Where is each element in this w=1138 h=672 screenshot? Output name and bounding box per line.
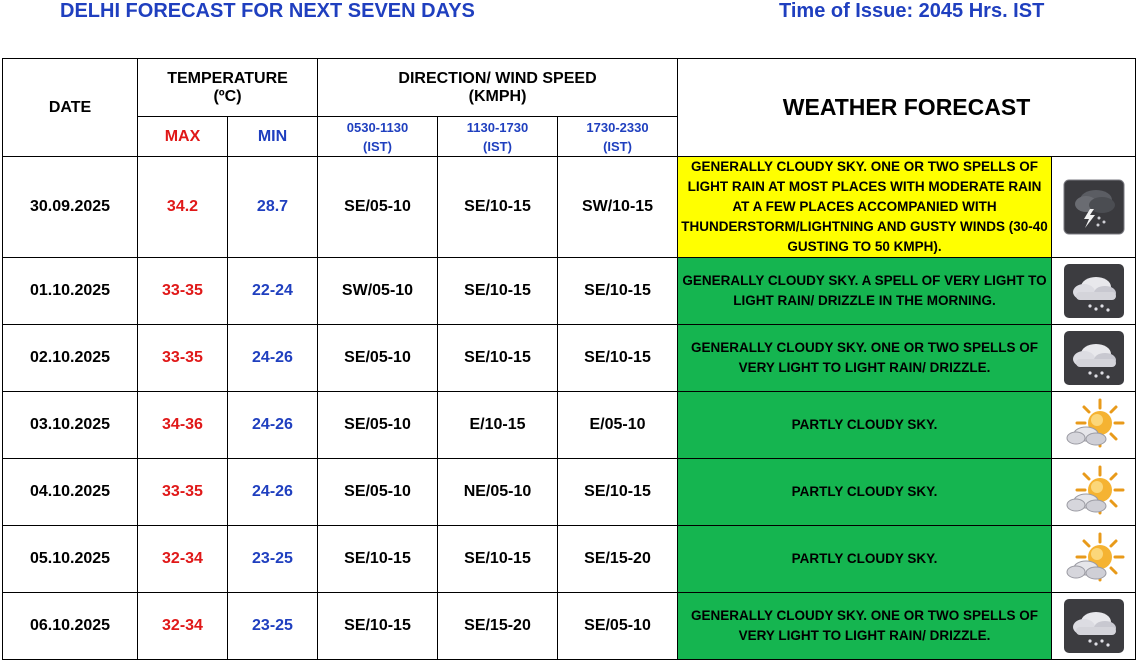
header-wind-slot-1: [318, 117, 438, 157]
page-title: DELHI FORECAST FOR NEXT SEVEN DAYS: [60, 0, 475, 22]
table-row: [3, 593, 1136, 660]
forecast-text: PARTLY CLOUDY SKY.: [678, 459, 1052, 526]
header-weather-forecast: WEATHER FORECAST: [678, 59, 1136, 157]
thunderstorm-icon: [1060, 177, 1128, 237]
max-temp-cell: 33-35: [138, 258, 228, 325]
forecast-text: PARTLY CLOUDY SKY.: [678, 526, 1052, 593]
date-cell: 02.10.2025: [3, 325, 138, 392]
forecast-table: [2, 58, 1136, 660]
wind-cell: SE/10-15: [318, 526, 438, 593]
header-wind-label: DIRECTION/ WIND SPEED: [398, 69, 597, 87]
wind-cell: SE/15-20: [438, 593, 558, 660]
min-temp-cell: 23-25: [228, 593, 318, 660]
wind-cell: SW/05-10: [318, 258, 438, 325]
forecast-text: GENERALLY CLOUDY SKY. ONE OR TWO SPELLS OF LIGHT RAIN AT MOST PLACES WITH MODERATE RAIN AT A FEW PLACES ACCOMPANIED WITH THUNDERSTORM/LIGHTNING AND GUSTY WINDS (30-40 GUSTING TO 50 KMPH).: [678, 157, 1052, 258]
min-temp-cell: 28.7: [228, 157, 318, 258]
date-cell: 03.10.2025: [3, 392, 138, 459]
max-temp-cell: 34-36: [138, 392, 228, 459]
forecast-text: PARTLY CLOUDY SKY.: [678, 392, 1052, 459]
wind-cell: SE/05-10: [318, 157, 438, 258]
wind-cell: SE/05-10: [318, 392, 438, 459]
sun-cloud-icon: [1060, 395, 1128, 455]
wind-cell: SE/10-15: [558, 459, 678, 526]
table-row: [3, 526, 1136, 593]
header-wind-slot-2-time: 1130-1730: [466, 119, 529, 135]
max-temp-cell: 33-35: [138, 325, 228, 392]
table-row: [3, 392, 1136, 459]
table-row: [3, 258, 1136, 325]
table-row: [3, 157, 1136, 258]
header-wind-slot-3: [558, 117, 678, 157]
sun-cloud-icon: [1060, 529, 1128, 589]
header-date: DATE: [3, 59, 138, 157]
date-cell: 01.10.2025: [3, 258, 138, 325]
header-wind-slot-2-tz: (IST): [483, 138, 512, 154]
wind-cell: SE/10-15: [558, 325, 678, 392]
wind-cell: SE/15-20: [558, 526, 678, 593]
wind-cell: SE/10-15: [438, 325, 558, 392]
header-wind-slot-1-tz: (IST): [363, 138, 392, 154]
rain-cloud-icon: [1060, 328, 1128, 388]
weather-icon-cell: [1052, 325, 1136, 392]
header-wind-slot-3-time: 1730-2330: [586, 119, 649, 135]
date-cell: 30.09.2025: [3, 157, 138, 258]
table-row: [3, 459, 1136, 526]
header-temperature-label: TEMPERATURE: [167, 69, 288, 87]
min-temp-cell: 22-24: [228, 258, 318, 325]
header-temperature-unit: (ºC): [213, 87, 242, 105]
wind-cell: SE/10-15: [318, 593, 438, 660]
min-temp-cell: 23-25: [228, 526, 318, 593]
wind-cell: SE/10-15: [438, 258, 558, 325]
wind-cell: SE/05-10: [318, 459, 438, 526]
wind-cell: SE/10-15: [438, 157, 558, 258]
wind-cell: SE/10-15: [438, 526, 558, 593]
date-cell: 04.10.2025: [3, 459, 138, 526]
header-wind-unit: (KMPH): [468, 87, 527, 105]
date-cell: 05.10.2025: [3, 526, 138, 593]
min-temp-cell: 24-26: [228, 459, 318, 526]
wind-cell: E/05-10: [558, 392, 678, 459]
weather-icon-cell: [1052, 459, 1136, 526]
date-cell: 06.10.2025: [3, 593, 138, 660]
header-wind-slot-2: [438, 117, 558, 157]
header-temperature: [138, 59, 318, 117]
max-temp-cell: 33-35: [138, 459, 228, 526]
weather-icon-cell: [1052, 157, 1136, 258]
header-wind-slot-1-time: 0530-1130: [346, 119, 409, 135]
wind-cell: SE/05-10: [558, 593, 678, 660]
max-temp-cell: 32-34: [138, 526, 228, 593]
header-max: MAX: [138, 117, 228, 157]
weather-icon-cell: [1052, 526, 1136, 593]
forecast-text: GENERALLY CLOUDY SKY. ONE OR TWO SPELLS OF VERY LIGHT TO LIGHT RAIN/ DRIZZLE.: [678, 593, 1052, 660]
sun-cloud-icon: [1060, 462, 1128, 522]
wind-cell: SW/10-15: [558, 157, 678, 258]
issue-time: Time of Issue: 2045 Hrs. IST: [779, 0, 1045, 22]
max-temp-cell: 32-34: [138, 593, 228, 660]
wind-cell: SE/05-10: [318, 325, 438, 392]
rain-cloud-icon: [1060, 261, 1128, 321]
min-temp-cell: 24-26: [228, 325, 318, 392]
header-min: MIN: [228, 117, 318, 157]
max-temp-cell: 34.2: [138, 157, 228, 258]
forecast-text: GENERALLY CLOUDY SKY. ONE OR TWO SPELLS OF VERY LIGHT TO LIGHT RAIN/ DRIZZLE.: [678, 325, 1052, 392]
wind-cell: NE/05-10: [438, 459, 558, 526]
wind-cell: SE/10-15: [558, 258, 678, 325]
table-row: [3, 325, 1136, 392]
wind-cell: E/10-15: [438, 392, 558, 459]
header-wind-slot-3-tz: (IST): [603, 138, 632, 154]
header-wind: [318, 59, 678, 117]
weather-icon-cell: [1052, 593, 1136, 660]
weather-icon-cell: [1052, 392, 1136, 459]
forecast-text: GENERALLY CLOUDY SKY. A SPELL OF VERY LIGHT TO LIGHT RAIN/ DRIZZLE IN THE MORNING.: [678, 258, 1052, 325]
rain-cloud-icon: [1060, 596, 1128, 656]
min-temp-cell: 24-26: [228, 392, 318, 459]
weather-icon-cell: [1052, 258, 1136, 325]
